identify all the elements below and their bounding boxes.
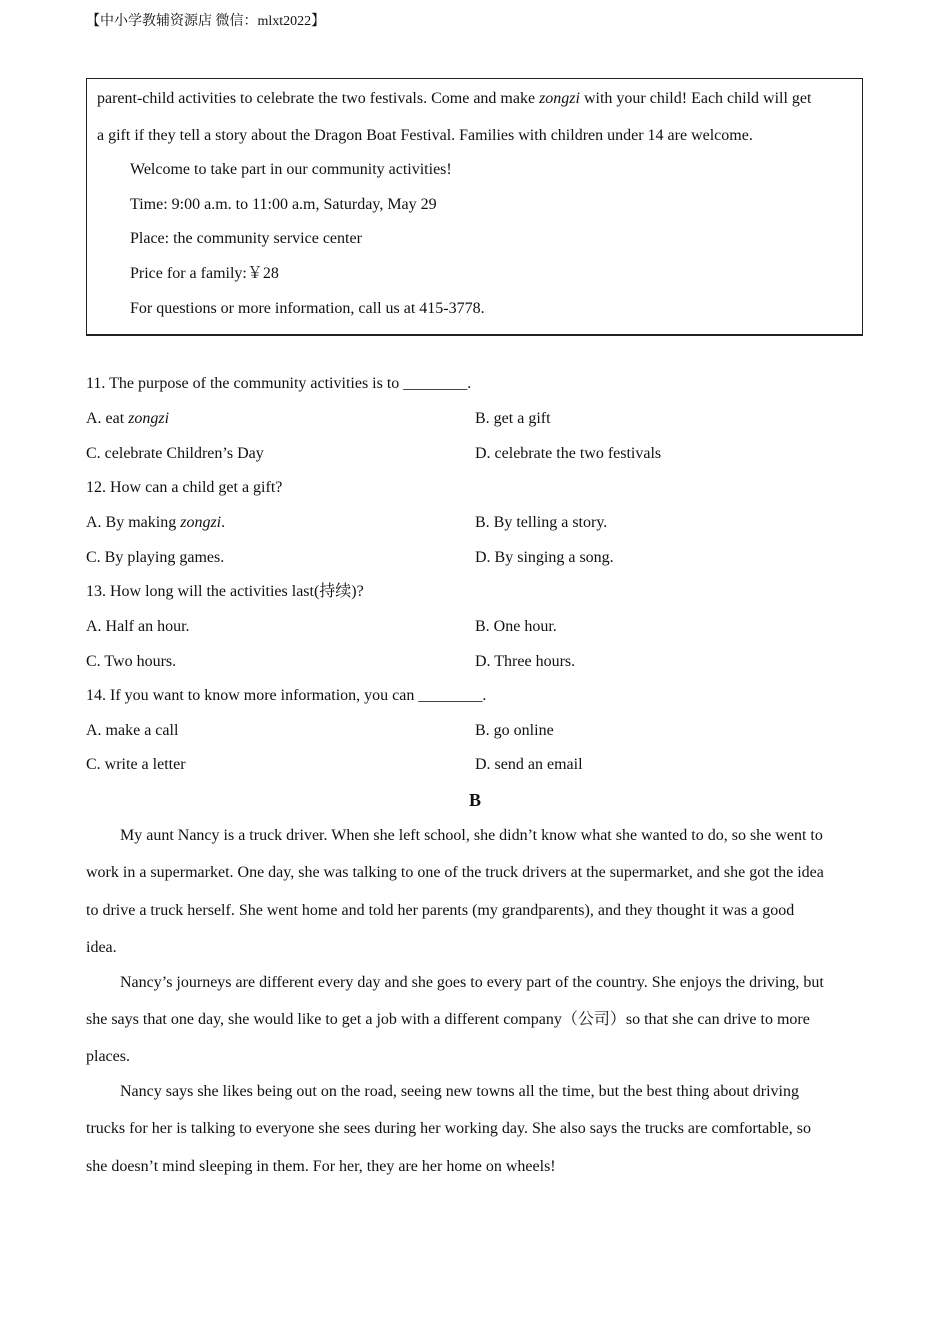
paragraph-2-line: she says that one day, she would like to get a job with a different company（公司）so that she can drive to more <box>86 1011 810 1028</box>
question-12-option-a[interactable] <box>86 512 225 534</box>
question-11-option-d[interactable]: D. celebrate the two festivals <box>475 445 662 462</box>
notice-price: Price for a family:￥28 <box>130 265 279 282</box>
notice-line-1-italic: zongzi <box>539 90 580 107</box>
paragraph-3-line: Nancy says she likes being out on the road, seeing new towns all the time, but the best thing about driving <box>120 1083 799 1100</box>
notice-place: Place: the community service center <box>130 230 362 247</box>
option-text: A. eat <box>86 410 129 427</box>
question-13-option-a[interactable]: A. Half an hour. <box>86 618 190 635</box>
paragraph-3-line: trucks for her is talking to everyone she sees during her working day. She also says the trucks are comfortable, so <box>86 1120 811 1137</box>
paragraph-1-line: idea. <box>86 939 117 956</box>
question-12-stem: 12. How can a child get a gift? <box>86 479 283 496</box>
notice-line-1 <box>97 88 811 110</box>
option-italic: zongzi <box>128 410 170 427</box>
question-14-option-b[interactable]: B. go online <box>475 722 554 739</box>
question-13-stem: 13. How long will the activities last(持续)? <box>86 583 364 600</box>
question-11-option-b[interactable]: B. get a gift <box>475 410 551 427</box>
question-12-option-d[interactable]: D. By singing a song. <box>475 549 614 566</box>
page-header-watermark: 【中小学教辅资源店 微信：mlxt2022】 <box>86 14 326 29</box>
paragraph-1-line: My aunt Nancy is a truck driver. When she left school, she didn’t know what she wanted to do, so she went to <box>120 827 823 844</box>
paragraph-1-line: to drive a truck herself. She went home and told her parents (my grandparents), and they thought it was a good <box>86 902 795 919</box>
notice-line-1-end: with your child! Each child will get <box>579 90 812 107</box>
notice-welcome: Welcome to take part in our community activities! <box>130 161 452 178</box>
notice-box <box>86 78 863 336</box>
question-14-option-a[interactable]: A. make a call <box>86 722 179 739</box>
question-13-option-c[interactable]: C. Two hours. <box>86 653 177 670</box>
paragraph-2-line: Nancy’s journeys are different every day and she goes to every part of the country. She enjoys the driving, but <box>120 974 824 991</box>
question-14-option-d[interactable]: D. send an email <box>475 756 583 773</box>
option-italic: zongzi <box>180 514 222 531</box>
paragraph-3-line: she doesn’t mind sleeping in them. For her, they are her home on wheels! <box>86 1158 556 1175</box>
paragraph-2-line: places. <box>86 1048 130 1065</box>
notice-time: Time: 9:00 a.m. to 11:00 a.m, Saturday, May 29 <box>130 196 437 213</box>
question-14-option-c[interactable]: C. write a letter <box>86 756 186 773</box>
notice-contact: For questions or more information, call us at 415-3778. <box>130 300 485 317</box>
notice-line-2: a gift if they tell a story about the Dragon Boat Festival. Families with children under 14 are welcome. <box>97 127 753 144</box>
option-text: A. By making <box>86 514 181 531</box>
question-11-option-a[interactable] <box>86 408 169 430</box>
section-b-title: B <box>468 790 481 810</box>
question-12-option-c[interactable]: C. By playing games. <box>86 549 225 566</box>
question-14-stem: 14. If you want to know more information, you can ________. <box>86 687 487 704</box>
question-13-option-d[interactable]: D. Three hours. <box>475 653 576 670</box>
question-11-option-c[interactable]: C. celebrate Children’s Day <box>86 445 264 462</box>
notice-line-1-start: parent-child activities to celebrate the two festivals. Come and make <box>97 90 540 107</box>
paragraph-1-line: work in a supermarket. One day, she was talking to one of the truck drivers at the supermarket, and she got the idea <box>86 864 824 881</box>
option-text-end: . <box>221 514 226 531</box>
question-11-stem: 11. The purpose of the community activities is to ________. <box>86 375 472 392</box>
question-12-option-b[interactable]: B. By telling a story. <box>475 514 608 531</box>
question-13-option-b[interactable]: B. One hour. <box>475 618 557 635</box>
